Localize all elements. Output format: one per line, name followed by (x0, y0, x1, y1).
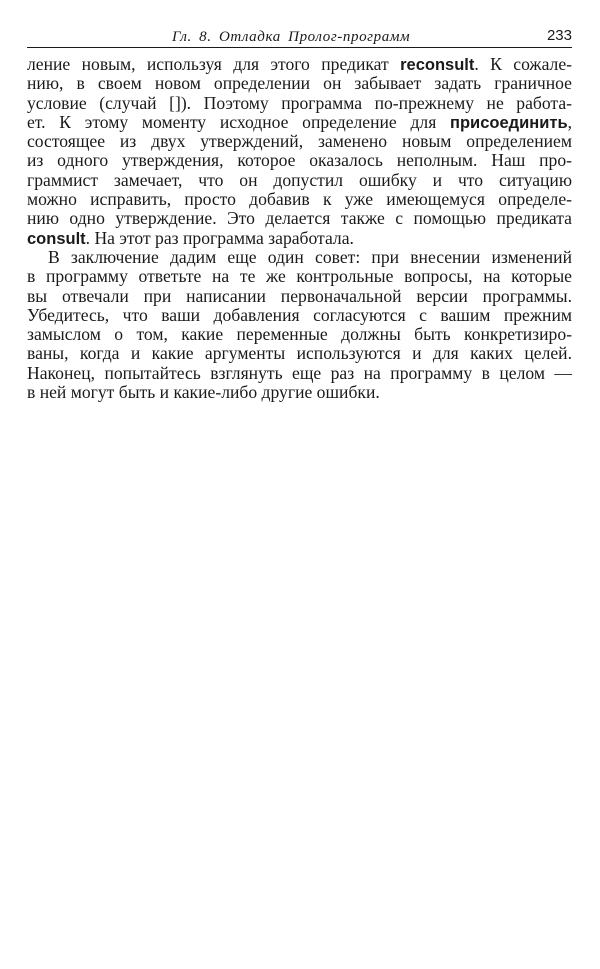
text-run: замыслом о том, какие переменные должны быть конкретизиро- (27, 324, 572, 345)
paragraph (27, 55, 572, 248)
predicate-name: reconsult (400, 56, 475, 74)
text-run: в ней могут быть и какие-либо другие ошибки. (27, 382, 380, 403)
text-run: из одного утверждения, которое оказалось неполным. Наш про- (27, 150, 572, 171)
text-run: граммист замечает, что он допустил ошибку и что ситуацию (27, 169, 572, 190)
text-line (27, 132, 572, 151)
text-run: ление новым, используя для этого предикат (27, 54, 401, 74)
text-run: вы отвечали при написании первоначальной версии программы. (27, 285, 572, 306)
paragraph (27, 248, 572, 402)
text-line (27, 55, 572, 74)
text-run: . К сожале- (474, 54, 572, 74)
text-line (27, 287, 572, 306)
text-run: . На этот раз программа заработала. (85, 227, 354, 248)
text-line (27, 94, 572, 113)
text-line (27, 344, 572, 363)
predicate-name: присоединить (450, 113, 568, 132)
chapter-title: Гл. 8. Отладка Пролог-программ (172, 29, 411, 45)
text-run: Убедитесь, что ваши добавления согласуются с вашим прежним (27, 304, 572, 325)
text-run: В заключение дадим еще один совет: при внесении изменений (48, 246, 572, 267)
text-line (27, 229, 572, 248)
text-line (27, 248, 572, 267)
text-line (27, 383, 572, 402)
text-line (27, 113, 572, 132)
text-line (27, 306, 572, 325)
text-run: нию, в своем новом определении он забывает задать граничное (27, 73, 572, 94)
text-line (27, 74, 572, 93)
text-run: , (567, 111, 572, 132)
running-head (27, 26, 572, 48)
text-line (27, 364, 572, 383)
text-run: состоящее из двух утверждений, заменено новым определением (27, 131, 572, 152)
page-number: 233 (546, 27, 572, 44)
predicate-name: consult (27, 229, 86, 248)
text-run: в программу ответьте на те же контрольные вопросы, на которые (27, 266, 572, 287)
body-text (27, 55, 572, 402)
text-line (27, 171, 572, 190)
text-line (27, 267, 572, 286)
text-line (27, 325, 572, 344)
text-line (27, 209, 572, 228)
text-line (27, 190, 572, 209)
text-run: можно исправить, просто добавив к уже имеющемуся определе- (27, 189, 572, 210)
text-run: нию одно утверждение. Это делается также с помощью предиката (27, 208, 572, 229)
text-line (27, 151, 572, 170)
text-run: Наконец, попытайтесь взглянуть еще раз на программу в целом — (27, 362, 572, 383)
text-run: ваны, когда и какие аргументы используются и для каких целей. (27, 343, 572, 364)
book-page (27, 26, 572, 402)
text-run: ет. К этому моменту исходное определение для (27, 111, 451, 132)
text-run: условие (случай []). Поэтому программа по-прежнему не работа- (27, 92, 572, 113)
